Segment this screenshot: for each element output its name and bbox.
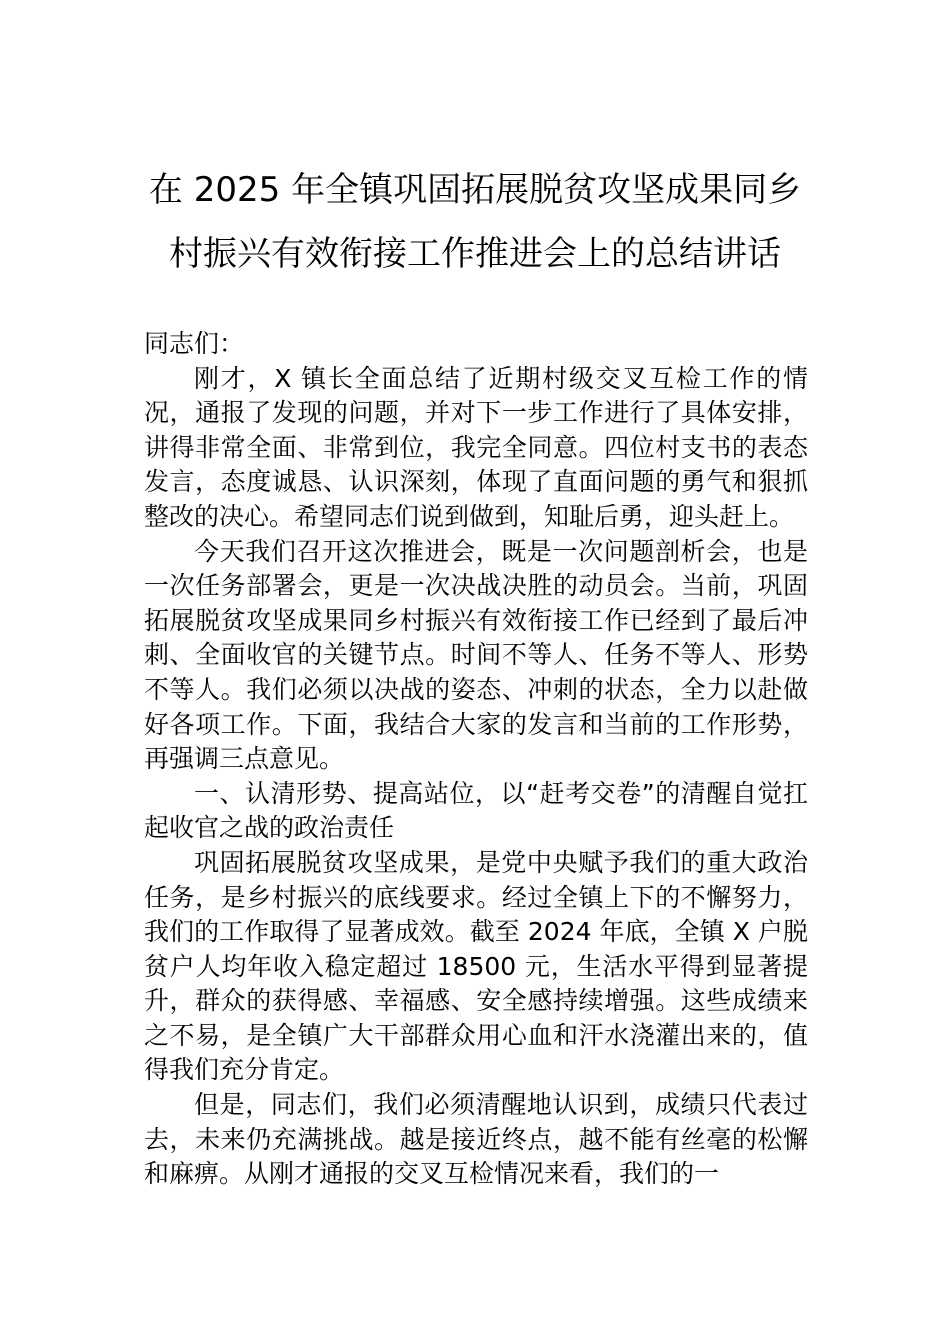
title-line-1: 在 2025 年全镇巩固拓展脱贫攻坚成果同乡 bbox=[148, 170, 802, 210]
salutation: 同志们： bbox=[144, 329, 245, 358]
paragraph: 今天我们召开这次推进会，既是一次问题剖析会，也是一次任务部署会，更是一次决战决胜的动员会。当前，巩固拓展脱贫攻坚成果同乡村振兴有效衔接工作已经到了最后冲刺、全面收官的关键节点。时间不等人、任务不等人、形势不等人。我们必须以决战的姿态、冲刺的状态，全力以赴做好各项工作。下面，我结合大家的发言和当前的工作形势，再强调三点意见。 bbox=[144, 536, 808, 774]
section-heading: 一、认清形势、提高站位，以“赶考交卷”的清醒自觉扛起收官之战的政治责任 bbox=[144, 778, 808, 843]
document-body bbox=[144, 327, 808, 1192]
title-line-2: 村振兴有效衔接工作推进会上的总结讲话 bbox=[169, 234, 781, 274]
paragraph: 刚才，X 镇长全面总结了近期村级交叉互检工作的情况，通报了发现的问题，并对下一步工作进行了具体安排，讲得非常全面、非常到位，我完全同意。四位村支书的表态发言，态度诚恳、认识深刻，体现了直面问题的勇气和狠抓整改的决心。希望同志们说到做到，知耻后勇，迎头赶上。 bbox=[144, 363, 808, 531]
document-title bbox=[100, 158, 850, 286]
paragraph: 但是，同志们，我们必须清醒地认识到，成绩只代表过去，未来仍充满挑战。越是接近终点，越不能有丝毫的松懈和麻痹。从刚才通报的交叉互检情况来看，我们的一 bbox=[144, 1090, 808, 1189]
paragraph: 巩固拓展脱贫攻坚成果，是党中央赋予我们的重大政治任务，是乡村振兴的底线要求。经过全镇上下的不懈努力，我们的工作取得了显著成效。截至 2024 年底，全镇 X 户脱贫户人均年收入稳定超过 18500 元，生活水平得到显著提升，群众的获得感、幸福感、安全感持续增强。这些成绩来之不易，是全镇广大干部群众用心血和汗水浇灌出来的，值得我们充分肯定。 bbox=[144, 847, 808, 1085]
